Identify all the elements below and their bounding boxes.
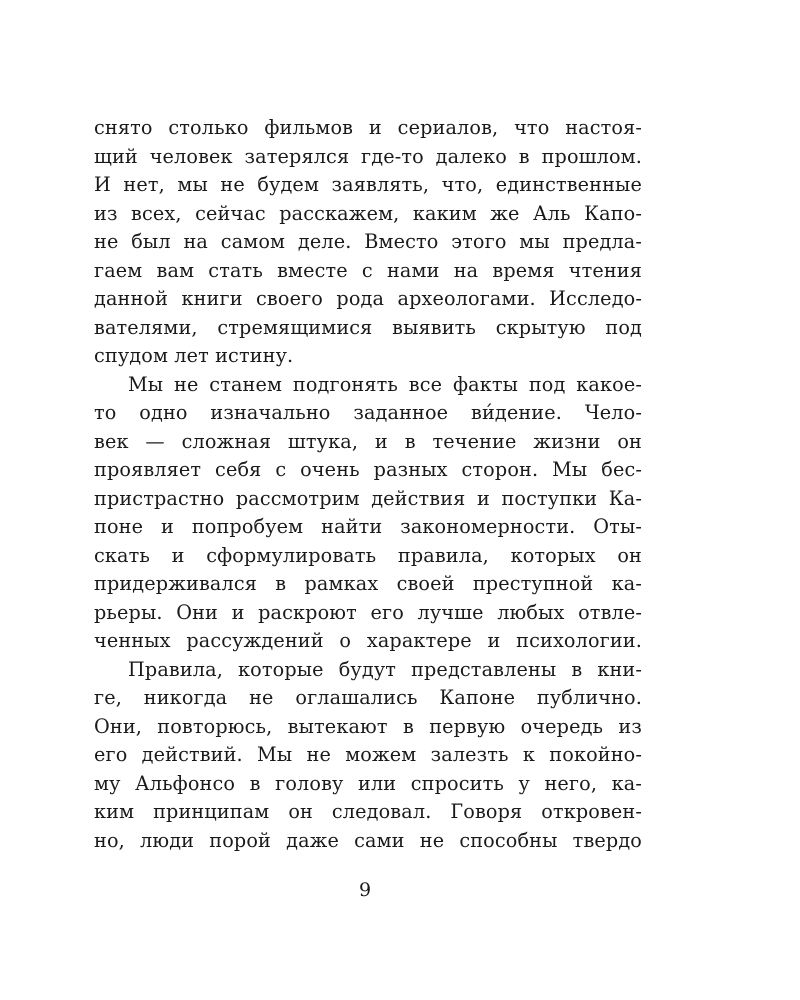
- text-line: то одно изначально заданное ви́дение. Чело-: [94, 401, 642, 424]
- paragraph-start-line: Мы не станем подгонять все факты под какое-: [128, 372, 642, 396]
- text-line: Они, повторюсь, вытекают в первую очередь из: [94, 714, 642, 738]
- text-line: проявляет себя с очень разных сторон. Мы бес-: [94, 458, 642, 481]
- text-line: снято столько фильмов и сериалов, что настоя-: [94, 116, 642, 139]
- text-line: но, люди порой даже сами не способны твердо: [94, 828, 642, 852]
- text-line: пристрастно рассмотрим действия и поступки Ка-: [94, 486, 642, 510]
- text-line: И нет, мы не будем заявлять, что, единственные: [94, 173, 642, 196]
- text-line: из всех, сейчас расскажем, каким же Аль Капо-: [94, 201, 642, 225]
- text-line: рьеры. Они и раскроют его лучше любых отвле-: [94, 600, 642, 624]
- page-number: 9: [358, 879, 372, 901]
- text-line: спудом лет истину.: [94, 344, 294, 367]
- paragraph-start-line: Правила, которые будут представлены в кни-: [128, 657, 642, 681]
- text-line: не был на самом деле. Вместо этого мы предла-: [94, 230, 642, 253]
- text-line: ченных рассуждений о характере и психологии.: [94, 629, 642, 652]
- text-line: гаем вам стать вместе с нами на время чтения: [94, 258, 642, 282]
- text-line: щий человек затерялся где-то далеко в прошлом.: [94, 144, 642, 168]
- text-line: данной книги своего рода археологами. Исследо-: [94, 287, 642, 310]
- text-line: поне и попробуем найти закономерности. Оты-: [94, 515, 642, 538]
- text-line: вателями, стремящимися выявить скрытую под: [94, 315, 642, 339]
- text-line: му Альфонсо в голову или спросить у него, ка-: [94, 771, 642, 795]
- text-line: скать и сформулировать правила, которых он: [94, 543, 642, 567]
- text-line: ге, никогда не оглашались Капоне публично.: [94, 686, 642, 709]
- text-line: его действий. Мы не можем залезть к покойно-: [94, 743, 642, 766]
- body-text: [94, 114, 642, 855]
- text-line: ким принципам он следовал. Говоря откровен-: [94, 800, 642, 823]
- text-line: век — сложная штука, и в течение жизни он: [94, 429, 642, 453]
- text-line: придерживался в рамках своей преступной ка-: [94, 572, 642, 595]
